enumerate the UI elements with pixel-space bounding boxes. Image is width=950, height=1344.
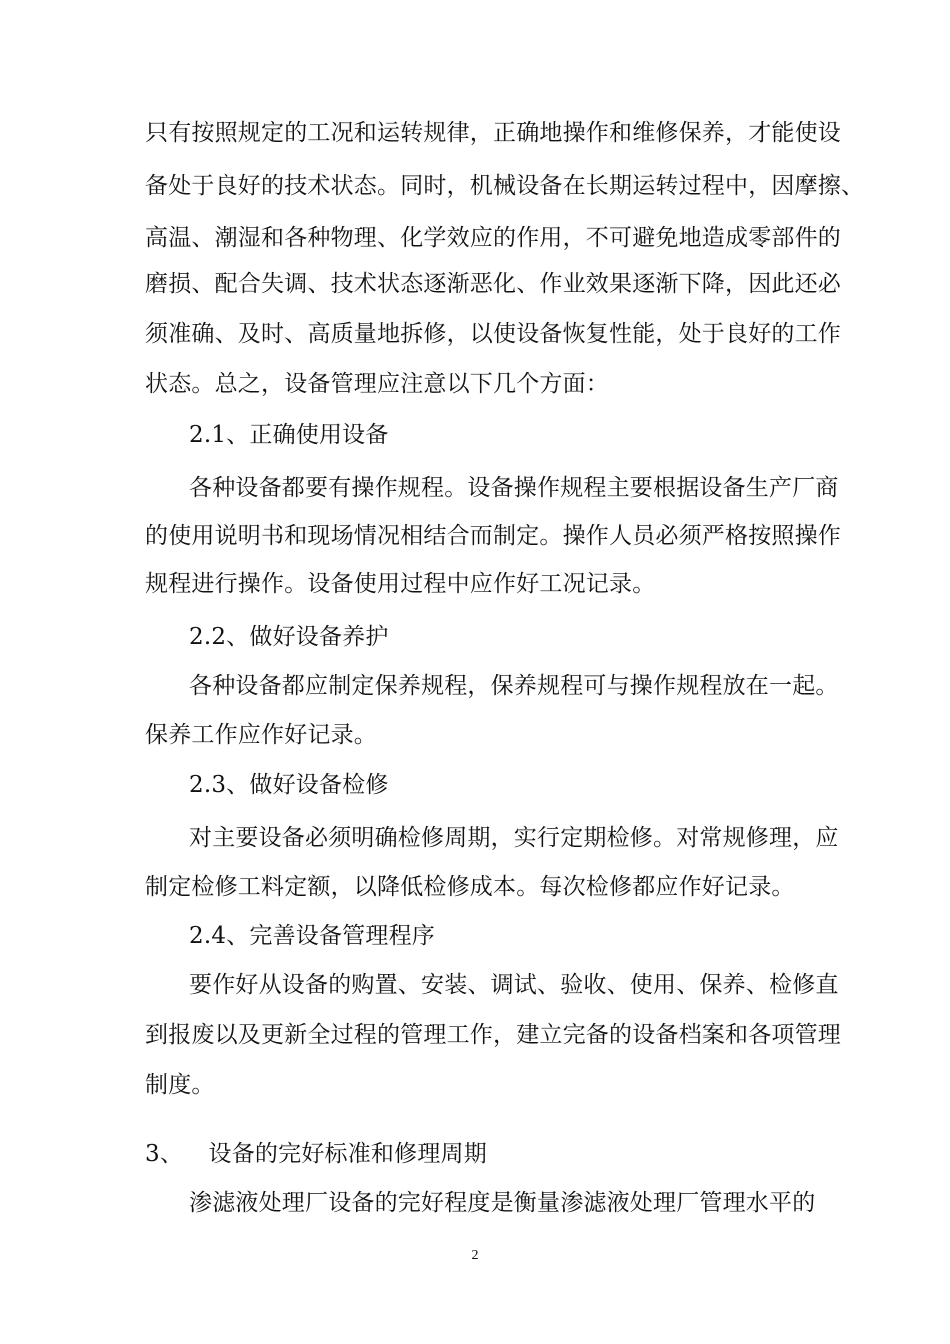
section-heading-2-2: 2.2、做好设备养护 xyxy=(189,624,389,650)
paragraph-line: 各种设备都应制定保养规程，保养规程可与操作规程放在一起。 xyxy=(189,673,839,699)
paragraph-line: 高温、潮湿和各种物理、化学效应的作用，不可避免地造成零部件的 xyxy=(145,225,841,251)
paragraph-line: 须准确、及时、高质量地拆修，以使设备恢复性能，处于良好的工作 xyxy=(145,321,841,347)
paragraph-line: 备处于良好的技术状态。同时，机械设备在长期运转过程中，因摩擦、 xyxy=(145,173,865,199)
section-title: 设备的完好标准和修理周期 xyxy=(208,1141,487,1167)
paragraph-line: 制度。 xyxy=(145,1072,215,1098)
paragraph-line: 只有按照规定的工况和运转规律，正确地操作和维修保养，才能使设 xyxy=(145,120,841,146)
section-heading-2-3: 2.3、做好设备检修 xyxy=(189,772,389,798)
page-number: 2 xyxy=(471,1248,479,1263)
paragraph-line: 状态。总之，设备管理应注意以下几个方面： xyxy=(145,371,609,397)
paragraph-line: 磨损、配合失调、技术状态逐渐恶化、作业效果逐渐下降，因此还必 xyxy=(145,271,841,297)
paragraph-line: 对主要设备必须明确检修周期，实行定期检修。对常规修理，应 xyxy=(189,825,839,851)
paragraph-line: 到报废以及更新全过程的管理工作，建立完备的设备档案和各项管理 xyxy=(145,1022,841,1048)
paragraph-line: 的使用说明书和现场情况相结合而制定。操作人员必须严格按照操作 xyxy=(145,523,841,549)
paragraph-line: 要作好从设备的购置、安装、调试、验收、使用、保养、检修直 xyxy=(189,972,839,998)
section-heading-3 xyxy=(145,1139,810,1169)
section-number: 3、 xyxy=(145,1141,184,1167)
paragraph-line: 各种设备都要有操作规程。设备操作规程主要根据设备生产厂商 xyxy=(189,475,839,501)
paragraph-line: 规程进行操作。设备使用过程中应作好工况记录。 xyxy=(145,571,656,597)
paragraph-line: 制定检修工料定额，以降低检修成本。每次检修都应作好记录。 xyxy=(145,874,795,900)
paragraph-line: 渗滤液处理厂设备的完好程度是衡量渗滤液处理厂管理水平的 xyxy=(189,1190,816,1216)
paragraph-line: 保养工作应作好记录。 xyxy=(145,722,377,748)
section-heading-2-4: 2.4、完善设备管理程序 xyxy=(189,923,435,949)
section-heading-2-1: 2.1、正确使用设备 xyxy=(189,422,389,448)
